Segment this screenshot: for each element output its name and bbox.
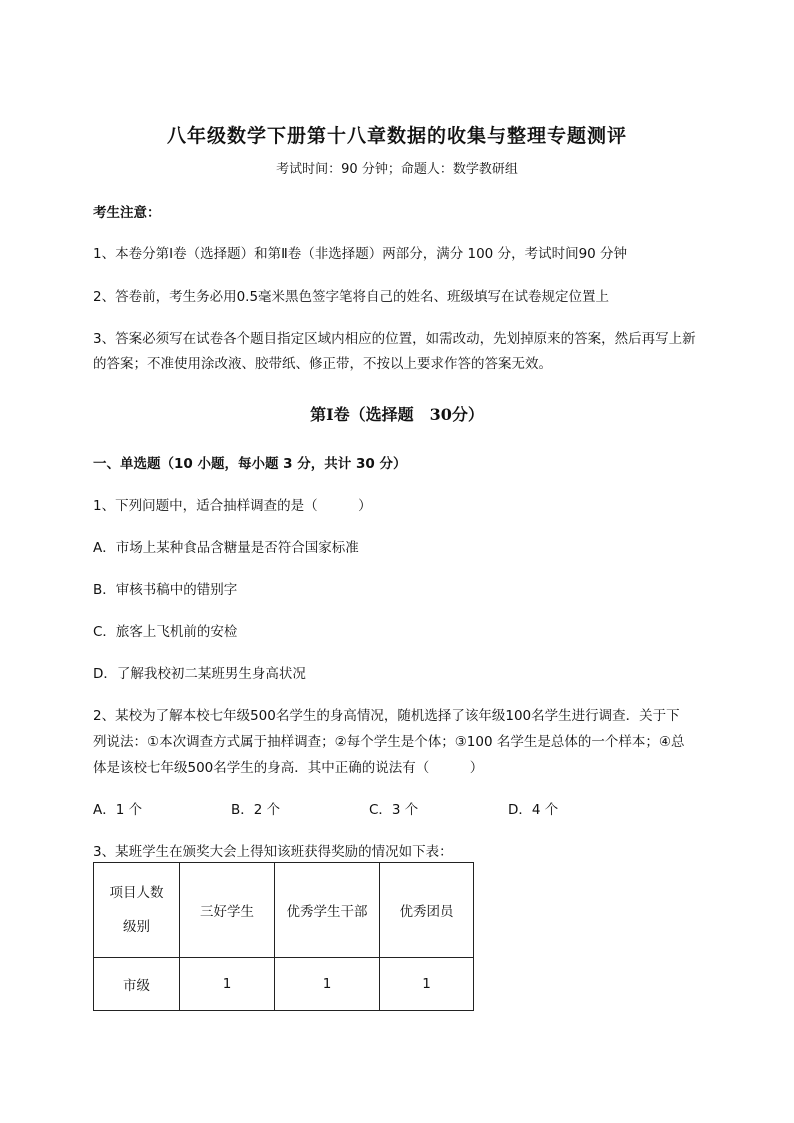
note-item-1: 1、本卷分第Ⅰ卷（选择题）和第Ⅱ卷（非选择题）两部分，满分 100 分，考试时间90 分钟 <box>93 246 628 262</box>
question-2-stem-line-2: 列说法：①本次调查方式属于抽样调查；②每个学生是个体；③100 名学生是总体的一个样本；④总 <box>93 734 685 750</box>
question-2-option-d: D．4 个 <box>508 802 559 818</box>
question-3-stem: 3、某班学生在颁奖大会上得知该班获得奖励的情况如下表： <box>93 844 453 860</box>
corner-label-bottom: 级别 <box>123 919 150 935</box>
notes-heading: 考生注意： <box>93 205 161 221</box>
question-1-stem: 1、下列问题中，适合抽样调查的是（ ） <box>93 498 372 514</box>
question-2-option-c: C．3 个 <box>369 802 419 818</box>
question-1-option-a: A．市场上某种食品含糖量是否符合国家标准 <box>93 540 359 556</box>
question-2-option-b: B．2 个 <box>231 802 281 818</box>
row-label: 市级 <box>94 958 180 1011</box>
column-header: 优秀学生干部 <box>275 863 380 958</box>
page-title: 八年级数学下册第十八章数据的收集与整理专题测评 <box>166 125 627 147</box>
table-cell: 1 <box>380 958 474 1011</box>
part-heading: 一、单选题（10 小题，每小题 3 分，共计 30 分） <box>93 456 407 472</box>
question-1-option-d: D．了解我校初二某班男生身高状况 <box>93 666 306 682</box>
question-2-stem-line-1: 2、某校为了解本校七年级500名学生的身高情况，随机选择了该年级100名学生进行调查．关于下 <box>93 708 680 724</box>
question-2-stem-line-3: 体是该校七年级500名学生的身高．其中正确的说法有（ ） <box>93 760 484 776</box>
corner-label-top: 项目人数 <box>109 885 164 901</box>
note-item-2: 2、答卷前，考生务必用0.5毫米黑色签字笔将自己的姓名、班级填写在试卷规定位置上 <box>93 289 610 305</box>
table-corner-cell <box>94 863 180 958</box>
table-cell: 1 <box>180 958 275 1011</box>
section-title: 第Ⅰ卷（选择题 30分） <box>310 405 484 424</box>
exam-info: 考试时间：90 分钟；命题人：数学教研组 <box>276 162 518 177</box>
question-1-option-c: C．旅客上飞机前的安检 <box>93 624 238 640</box>
question-1-option-b: B．审核书稿中的错别字 <box>93 582 238 598</box>
table-header-row <box>94 863 474 958</box>
column-header: 优秀团员 <box>380 863 474 958</box>
note-item-3: 3、答案必须写在试卷各个题目指定区域内相应的位置，如需改动，先划掉原来的答案，然后再写上新 <box>93 331 696 347</box>
table-row <box>94 958 474 1011</box>
award-table <box>93 862 474 1011</box>
question-2-option-a: A．1 个 <box>93 802 143 818</box>
table-cell: 1 <box>275 958 380 1011</box>
note-item-3-cont: 的答案；不准使用涂改液、胶带纸、修正带，不按以上要求作答的答案无效。 <box>93 356 552 372</box>
column-header: 三好学生 <box>180 863 275 958</box>
